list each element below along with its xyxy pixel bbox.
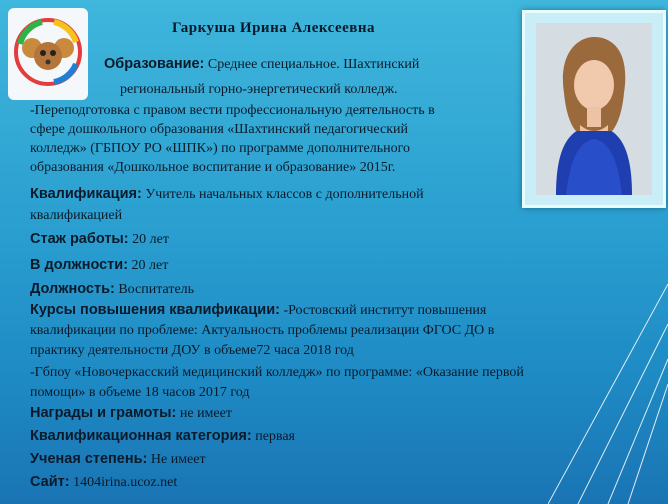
courses-line4: -Гбпоу «Новочеркасский медицинский колледж» по программе: «Оказание первой bbox=[30, 365, 524, 380]
retrain-line2: сфере дошкольного образования «Шахтинский педагогический bbox=[30, 122, 408, 137]
retrain-line1: -Переподготовка с правом вести профессиональную деятельность в bbox=[30, 103, 435, 118]
education-line1: Среднее специальное. Шахтинский bbox=[207, 57, 420, 72]
position-label: Должность: bbox=[30, 281, 115, 297]
category-row bbox=[30, 428, 295, 445]
position-value: Воспитатель bbox=[118, 282, 195, 297]
portrait-photo-frame bbox=[522, 10, 666, 208]
courses-line3: практику деятельности ДОУ в объеме72 часа 2018 год bbox=[30, 343, 354, 358]
portrait-photo bbox=[536, 23, 652, 195]
kindergarten-logo bbox=[8, 8, 88, 100]
courses-line1: -Ростовский институт повышения bbox=[283, 303, 487, 318]
experience-value: 20 лет bbox=[132, 232, 169, 247]
site-row bbox=[30, 474, 177, 491]
education-line2: региональный горно-энергетический колледж. bbox=[120, 82, 398, 97]
courses-row bbox=[30, 302, 486, 319]
in-position-label: В должности: bbox=[30, 257, 129, 273]
qualification-line1: Учитель начальных классов с дополнительной bbox=[145, 187, 424, 202]
degree-label: Ученая степень: bbox=[30, 451, 148, 467]
awards-value: не имеет bbox=[179, 406, 232, 421]
education-row bbox=[104, 56, 419, 73]
awards-label: Награды и грамоты: bbox=[30, 405, 177, 421]
experience-row bbox=[30, 231, 169, 248]
category-label: Квалификационная категория: bbox=[30, 428, 252, 444]
decorative-lines bbox=[548, 264, 668, 504]
awards-row bbox=[30, 405, 232, 422]
person-name: Гаркуша Ирина Алексеевна bbox=[172, 20, 376, 36]
courses-line5: помощи» в объеме 18 часов 2017 год bbox=[30, 385, 250, 400]
courses-line2: квалификации по проблеме: Актуальность проблемы реализации ФГОС ДО в bbox=[30, 323, 495, 338]
experience-label: Стаж работы: bbox=[30, 231, 129, 247]
education-label: Образование: bbox=[104, 56, 205, 72]
qualification-row bbox=[30, 186, 424, 203]
site-label: Сайт: bbox=[30, 474, 70, 490]
category-value: первая bbox=[255, 429, 295, 444]
position-row bbox=[30, 281, 194, 298]
retrain-line3: колледж» (ГБПОУ РО «ШПК») по программе дополнительного bbox=[30, 141, 411, 156]
in-position-row bbox=[30, 257, 168, 274]
in-position-value: 20 лет bbox=[131, 258, 169, 273]
qualification-line2: квалификацией bbox=[30, 208, 123, 223]
site-link[interactable]: 1404irina.ucoz.net bbox=[73, 475, 178, 490]
degree-value: Не имеет bbox=[150, 452, 206, 467]
qualification-label: Квалификация: bbox=[30, 186, 142, 202]
courses-label: Курсы повышения квалификации: bbox=[30, 302, 280, 318]
retrain-line4: образования «Дошкольное воспитание и образование» 2015г. bbox=[30, 160, 396, 175]
degree-row bbox=[30, 451, 206, 468]
